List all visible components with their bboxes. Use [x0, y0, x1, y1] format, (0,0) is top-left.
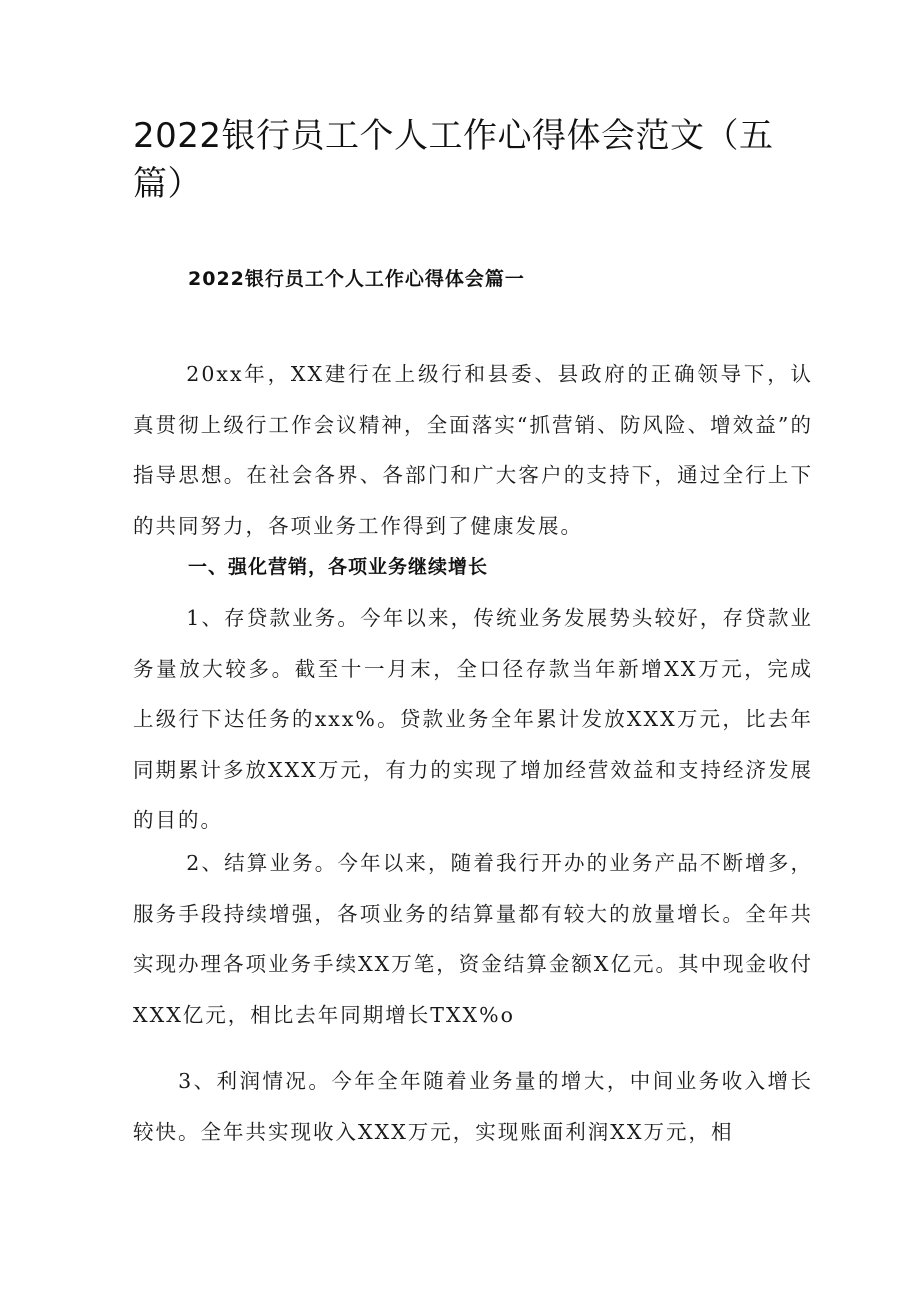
- subheading-strengthen-marketing: 一、强化营销，各项业务继续增长: [188, 556, 489, 578]
- paragraph-deposits-loans: 1、存贷款业务。今年以来，传统业务发展势头较好，存贷款业务量放大较多。截至十一月末，全口径存款当年新增XX万元，完成上级行下达任务的xxx%。贷款业务全年累计发放XXX万元，比去年同期累计多放XXX万元，有力的实现了增加经营效益和支持经济发展的目的。: [133, 606, 813, 832]
- paragraph-settlement: 2、结算业务。今年以来，随着我行开办的业务产品不断增多，服务手段持续增强，各项业务的结算量都有较大的放量增长。全年共实现办理各项业务手续XX万笔，资金结算金额X亿元。其中现金收付XXX亿元，相比去年同期增长TXX%o: [133, 851, 813, 1027]
- document-title: 2022银行员工个人工作心得体会范文（五篇）: [133, 116, 774, 204]
- section-title: 2022银行员工个人工作心得体会篇一: [188, 268, 525, 290]
- paragraph-profit: 3、利润情况。今年全年随着业务量的增大，中间业务收入增长较快。全年共实现收入XXX万元，实现账面利润XX万元，相: [133, 1069, 813, 1144]
- intro-paragraph: 20xx年，XX建行在上级行和县委、县政府的正确领导下，认真贯彻上级行工作会议精神，全面落实“抓营销、防风险、增效益”的指导思想。在社会各界、各部门和广大客户的支持下，通过全行上下的共同努力，各项业务工作得到了健康发展。: [133, 362, 813, 538]
